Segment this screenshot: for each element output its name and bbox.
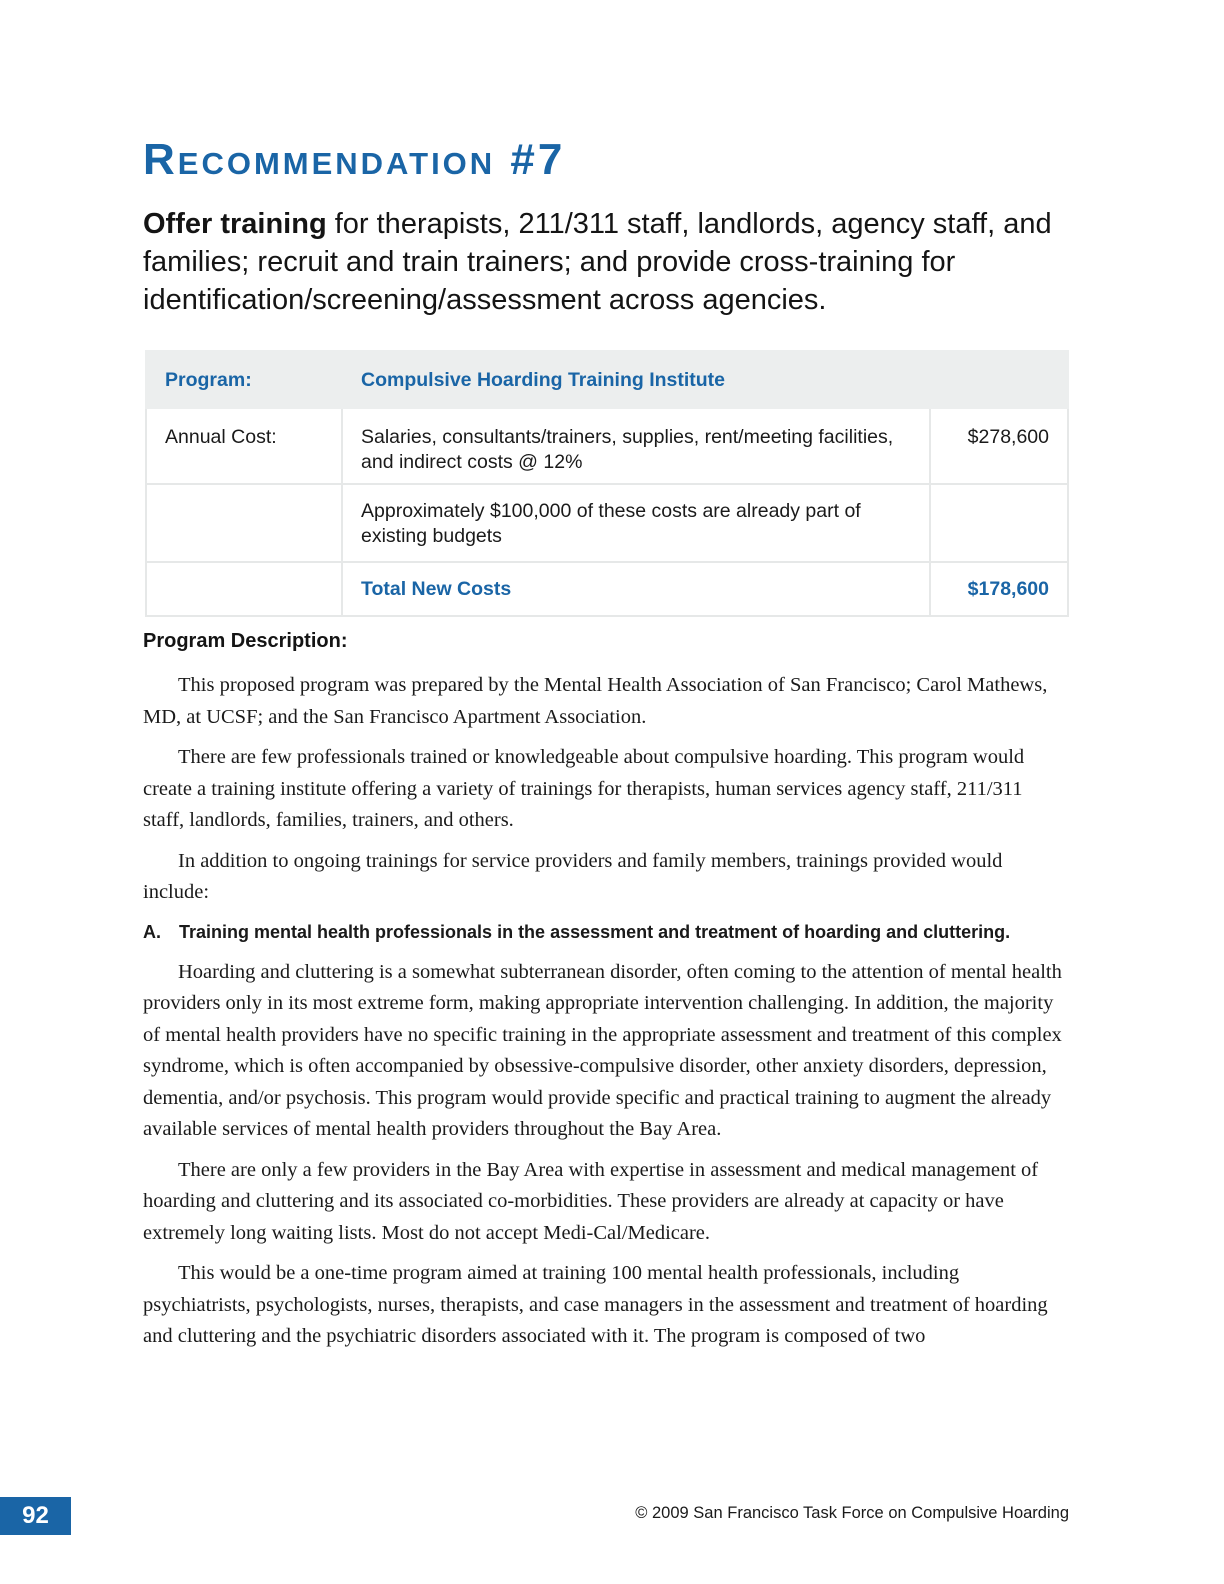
- list-item-label: A.: [143, 921, 161, 942]
- paragraph: In addition to ongoing trainings for service providers and family members, trainings provided would include:: [143, 849, 1003, 903]
- list-item: [143, 918, 1067, 947]
- row-label: [146, 562, 342, 616]
- footer-copyright: © 2009 San Francisco Task Force on Compulsive Hoarding: [635, 1504, 1069, 1522]
- subtitle-lead: Offer training: [143, 208, 327, 240]
- paragraph: There are few professionals trained or knowledgeable about compulsive hoarding. This program would create a training institute offering a variety of trainings for therapists, human services agency staff, 211/311 staff, landlords, families, trainers, and others.: [143, 746, 1025, 831]
- paragraph: Hoarding and cluttering is a somewhat subterranean disorder, often coming to the attention of mental health providers only in its most extreme form, making appropriate intervention challenging. In addition, the majority of mental health providers have no specific training in the appropriate assessment and treatment of this complex syndrome, which is often accompanied by obsessive-compulsive disorder, other anxiety disorders, depression, dementia, and/or psychosis. This program would provide specific and practical training to augment the already available services of mental health providers throughout the Bay Area.: [143, 960, 1062, 1140]
- row-amount: $278,600: [930, 408, 1068, 484]
- row-amount: [930, 484, 1068, 562]
- paragraph: This proposed program was prepared by the Mental Health Association of San Francisco; Carol Mathews, MD, at UCSF; and the San Francisco Apartment Association.: [143, 674, 1048, 728]
- list-item-text: Training mental health professionals in the assessment and treatment of hoarding and cluttering.: [179, 921, 1011, 942]
- body-text: [143, 670, 1067, 1362]
- page-title: Recommendation #7: [143, 135, 566, 184]
- paragraph: There are only a few providers in the Bay Area with expertise in assessment and medical management of hoarding and cluttering and its associated co-morbidities. These providers are already at capacity or have extremely long waiting lists. Most do not accept Medi-Cal/Medicare.: [143, 1158, 1039, 1244]
- total-amount: $178,600: [930, 562, 1068, 616]
- subtitle-rest: for therapists, 211/311 staff, landlords, agency staff, and families; recruit and train trainers; and provide cross-training for identification/screening/assessment across agencies.: [143, 208, 1052, 316]
- row-description: Approximately $100,000 of these costs are already part of existing budgets: [342, 484, 930, 562]
- table-row: [146, 408, 1068, 484]
- paragraph: This would be a one-time program aimed at training 100 mental health professionals, including psychiatrists, psychologists, nurses, therapists, and case managers in the assessment and treatment of hoarding and cluttering and the psychiatric disorders associated with it. The program is composed of two: [143, 1262, 1048, 1347]
- table-row: [146, 484, 1068, 562]
- table-total-row: [146, 562, 1068, 616]
- recommendation-subtitle: [143, 205, 1063, 319]
- row-label: Annual Cost:: [146, 408, 342, 484]
- row-label: [146, 484, 342, 562]
- row-description: Salaries, consultants/trainers, supplies, rent/meeting facilities, and indirect costs @ 12%: [342, 408, 930, 484]
- program-name: Compulsive Hoarding Training Institute: [342, 351, 1068, 408]
- page-number: 92: [0, 1497, 71, 1535]
- total-label: Total New Costs: [342, 562, 930, 616]
- section-heading: Program Description:: [143, 630, 348, 652]
- program-label: Program:: [146, 351, 342, 408]
- cost-table: [145, 350, 1069, 617]
- table-header-row: [146, 351, 1068, 408]
